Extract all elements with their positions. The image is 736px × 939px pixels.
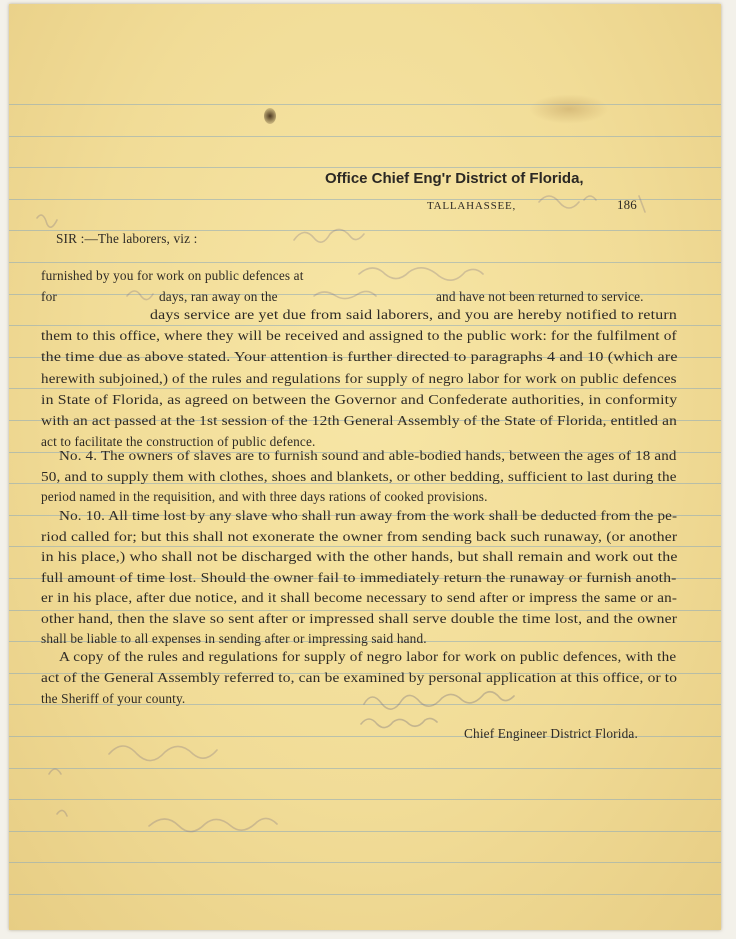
text-line: No. 10. All time lost by any slave who shall run away from the work shall be deducted from the pe- [59,508,678,523]
text-line: in his place,) who shall not be discharged with the other hands, but shall remain and work out the [41,549,678,564]
text-line: shall be liable to all expenses in sending after or impressing said hand. [41,631,427,646]
text-line: period named in the requisition, and with three days rations of cooked provisions. [41,489,488,504]
year-label: 186 [617,197,637,212]
document-page [9,4,721,930]
handwritten-days [127,291,153,300]
text-line: riod called for; but this shall not exonerate the owner from sending back such runaway, (or another [41,528,678,544]
text-line: other hand, then the slave so sent after or impressed shall serve double the time lost, and the owner [41,610,678,626]
text-line: them to this office, where they will be received and assigned to the public work: for the fulfilment of [41,328,677,344]
text-line: er in his place, after due notice, and it shall become necessary to send after or impress the same or an- [41,590,678,605]
handwritten-initial [37,215,57,227]
for-label: for [41,289,57,304]
handwritten-margin [49,769,67,816]
text-line: days service are yet due from said laborers, and you are hereby notified to return [150,307,677,322]
text-line: herewith subjoined,) of the rules and regulations for supply of negro labor for work on public defences [41,370,677,386]
place-label: TALLAHASSEE, [427,200,517,212]
signature-title: Chief Engineer District Florida. [464,726,638,741]
handwritten-address-1 [109,746,217,761]
text-line: A copy of the rules and regulations for supply of negro labor for work on public defences, with the [59,649,677,664]
text-line: the time due as above stated. Your attention is further directed to paragraphs 4 and 10 (which are [41,349,678,365]
text-line: full amount of time lost. Should the owner fail to immediately return the runaway or furnish anoth- [41,569,677,585]
text-line: the Sheriff of your county. [41,691,186,706]
text-line: act to facilitate the construction of public defence. [41,434,316,450]
text-line: with an act passed at the 1st session of the 12th General Assembly of the State of Florida, entitled an [41,413,677,428]
text-line: 50, and to supply them with clothes, shoes and blankets, or other bedding, sufficient to last during the [41,468,677,484]
text-line: act of the General Assembly referred to, can be examined by personal application at this office, or to [41,670,678,685]
text-line: in State of Florida, as agreed on between the Governor and Confederate authorities, in conformity [41,391,678,407]
handwritten-signature [364,692,514,709]
handwritten-date-ran [314,291,376,298]
handwritten-location [359,268,483,280]
handwritten-rank [361,718,437,727]
ran-away-label: days, ran away on the [159,289,278,304]
not-returned-label: and have not been returned to service. [436,289,644,304]
text-line: No. 4. The owners of slaves are to furnish sound and able-bodied hands, between the ages of 18 and [59,448,677,463]
handwritten-address-2 [149,818,277,831]
office-heading: Office Chief Eng'r District of Florida, [325,170,584,187]
salutation: SIR :—The laborers, viz : [56,231,198,246]
handwritten-name [294,229,364,242]
handwriting-marks [9,4,721,930]
furnished-line: furnished by you for work on public defences at [41,268,304,283]
